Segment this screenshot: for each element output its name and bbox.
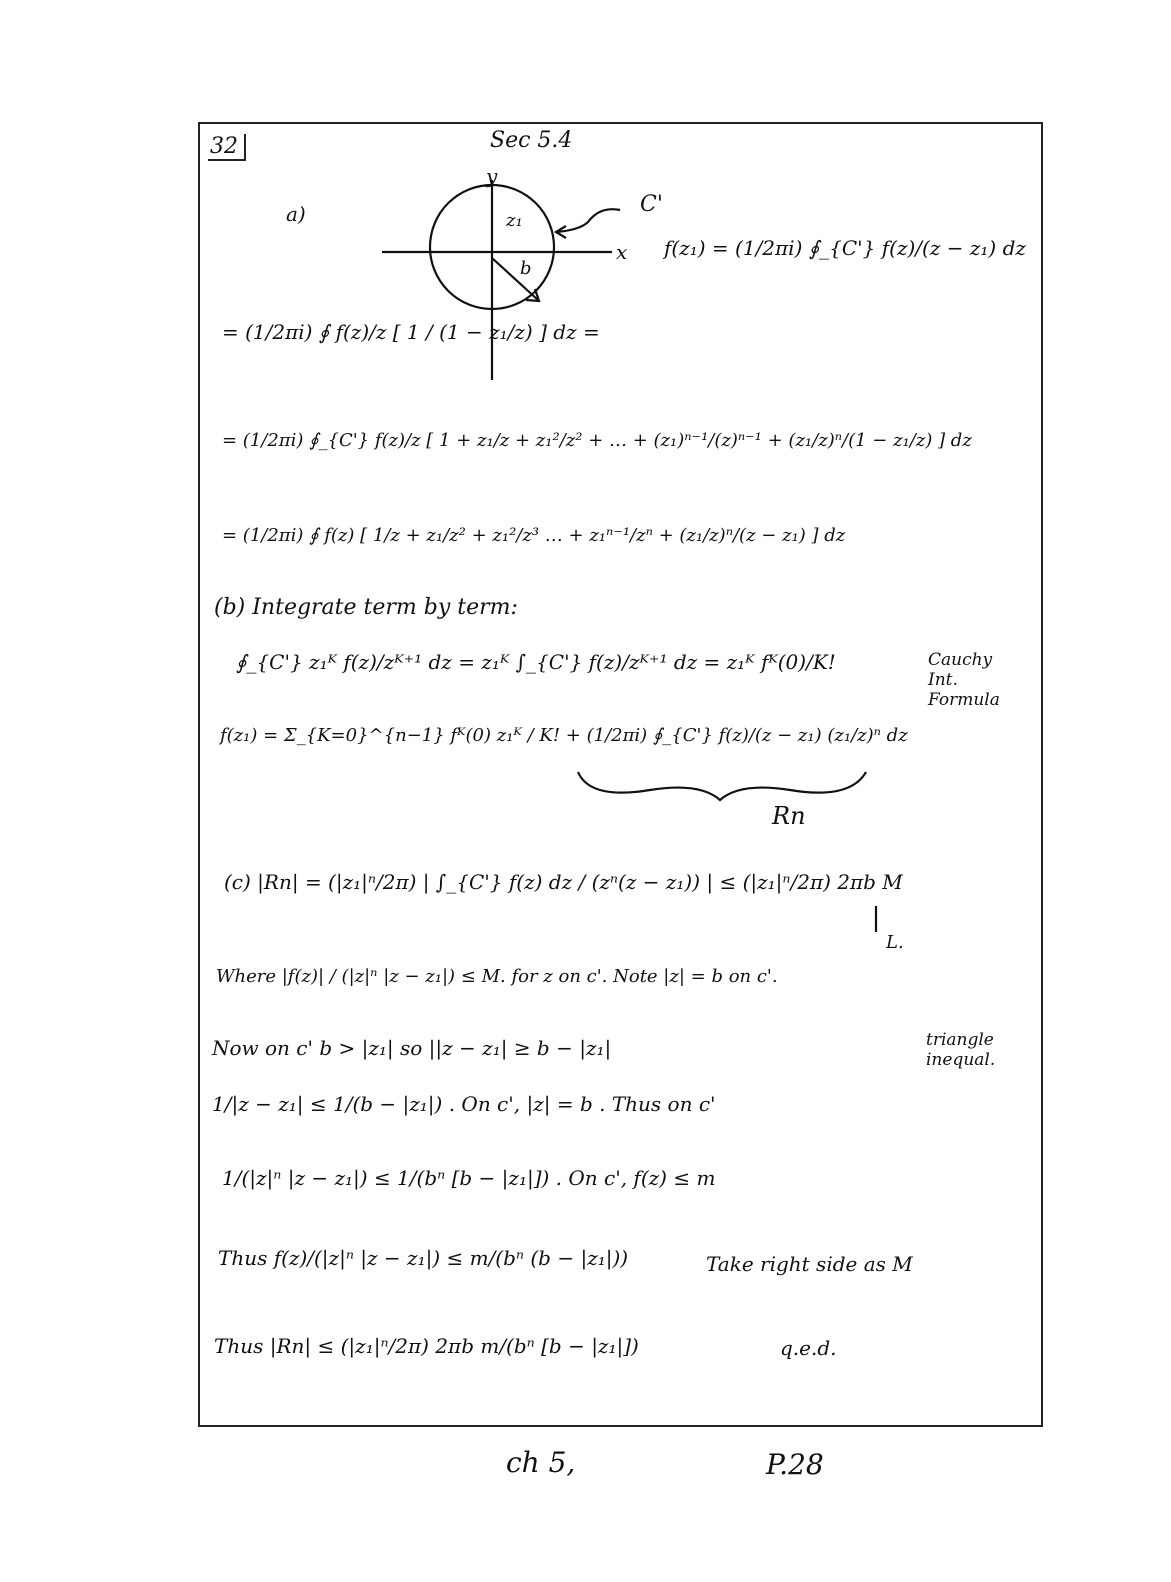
term-integral-equation: ∮_{C'} z₁ᴷ f(z)/zᴷ⁺¹ dz = z₁ᴷ ∫_{C'} f(z)/zᴷ⁺¹ dz = z₁ᴷ fᴷ(0)/K! (236, 650, 836, 674)
remainder-brace (578, 772, 866, 800)
series-step-3: = (1/2πi) ∮ f(z) [ 1/z + z₁/z² + z₁²/z³ … + z₁ⁿ⁻¹/zⁿ + (z₁/z)ⁿ/(z − z₁) ] dz (222, 525, 846, 546)
series-step-2: = (1/2πi) ∮_{C'} f(z)/z [ 1 + z₁/z + z₁²/z² + … + (z₁)ⁿ⁻¹/(z)ⁿ⁻¹ + (z₁/z)ⁿ/(1 − z₁/z) ] dz (222, 430, 972, 451)
reciprocal-inequality-2: 1/(|z|ⁿ |z − z₁|) ≤ 1/(bⁿ [b − |z₁|]) . On c', f(z) ≤ m (222, 1166, 716, 1190)
remainder-label: Rn (772, 802, 806, 830)
point-z1-label: z₁ (506, 210, 523, 231)
qed-mark: q.e.d. (780, 1336, 837, 1360)
taylor-remainder-equation: f(z₁) = Σ_{K=0}^{n−1} fᴷ(0) z₁ᴷ / K! + (1/2πi) ∮_{C'} f(z)/(z − z₁) (z₁/z)ⁿ dz (220, 725, 908, 746)
take-right-side-note: Take right side as M (706, 1252, 913, 1276)
series-step-1: = (1/2πi) ∮ f(z)/z [ 1 / (1 − z₁/z) ] dz = (222, 320, 600, 344)
final-remainder-bound: Thus |Rn| ≤ (|z₁|ⁿ/2π) 2πb m/(bⁿ [b − |z₁|]) (214, 1334, 639, 1358)
cauchy-formula-note: Cauchy Int. Formula (928, 650, 1000, 710)
part-a-label: a) (286, 202, 306, 226)
section-heading: Sec 5.4 (490, 128, 573, 153)
part-b-heading: (b) Integrate term by term: (214, 595, 518, 620)
now-on-contour-line: Now on c' b > |z₁| so ||z − z₁| ≥ b − |z₁| (212, 1036, 612, 1060)
contour-pointer-arrow (556, 209, 620, 232)
page-number-footer: P.28 (766, 1448, 824, 1481)
where-condition: Where |f(z)| / (|z|ⁿ |z − z₁|) ≤ M. for z on c'. Note |z| = b on c'. (216, 966, 778, 987)
length-label: L. (886, 932, 904, 953)
reciprocal-inequality-1: 1/|z − z₁| ≤ 1/(b − |z₁|) . On c', |z| = b . Thus on c' (212, 1092, 716, 1116)
y-axis-label: y (486, 164, 498, 188)
problem-number: 32 (208, 134, 246, 161)
cauchy-integral-equation: f(z₁) = (1/2πi) ∮_{C'} f(z)/(z − z₁) dz (664, 236, 1026, 260)
chapter-footer: ch 5, (506, 1446, 576, 1479)
remainder-bound-equation: (c) |Rn| = (|z₁|ⁿ/2π) | ∫_{C'} f(z) dz / (zⁿ(z − z₁)) | ≤ (|z₁|ⁿ/2π) 2πb M (224, 870, 903, 894)
radius-label: b (520, 258, 532, 279)
triangle-inequality-note: triangle inequal. (926, 1030, 996, 1070)
x-axis-label: x (616, 240, 628, 264)
contour-label: C' (640, 192, 663, 217)
thus-inequality-1: Thus f(z)/(|z|ⁿ |z − z₁|) ≤ m/(bⁿ (b − |z₁|)) (218, 1246, 629, 1270)
